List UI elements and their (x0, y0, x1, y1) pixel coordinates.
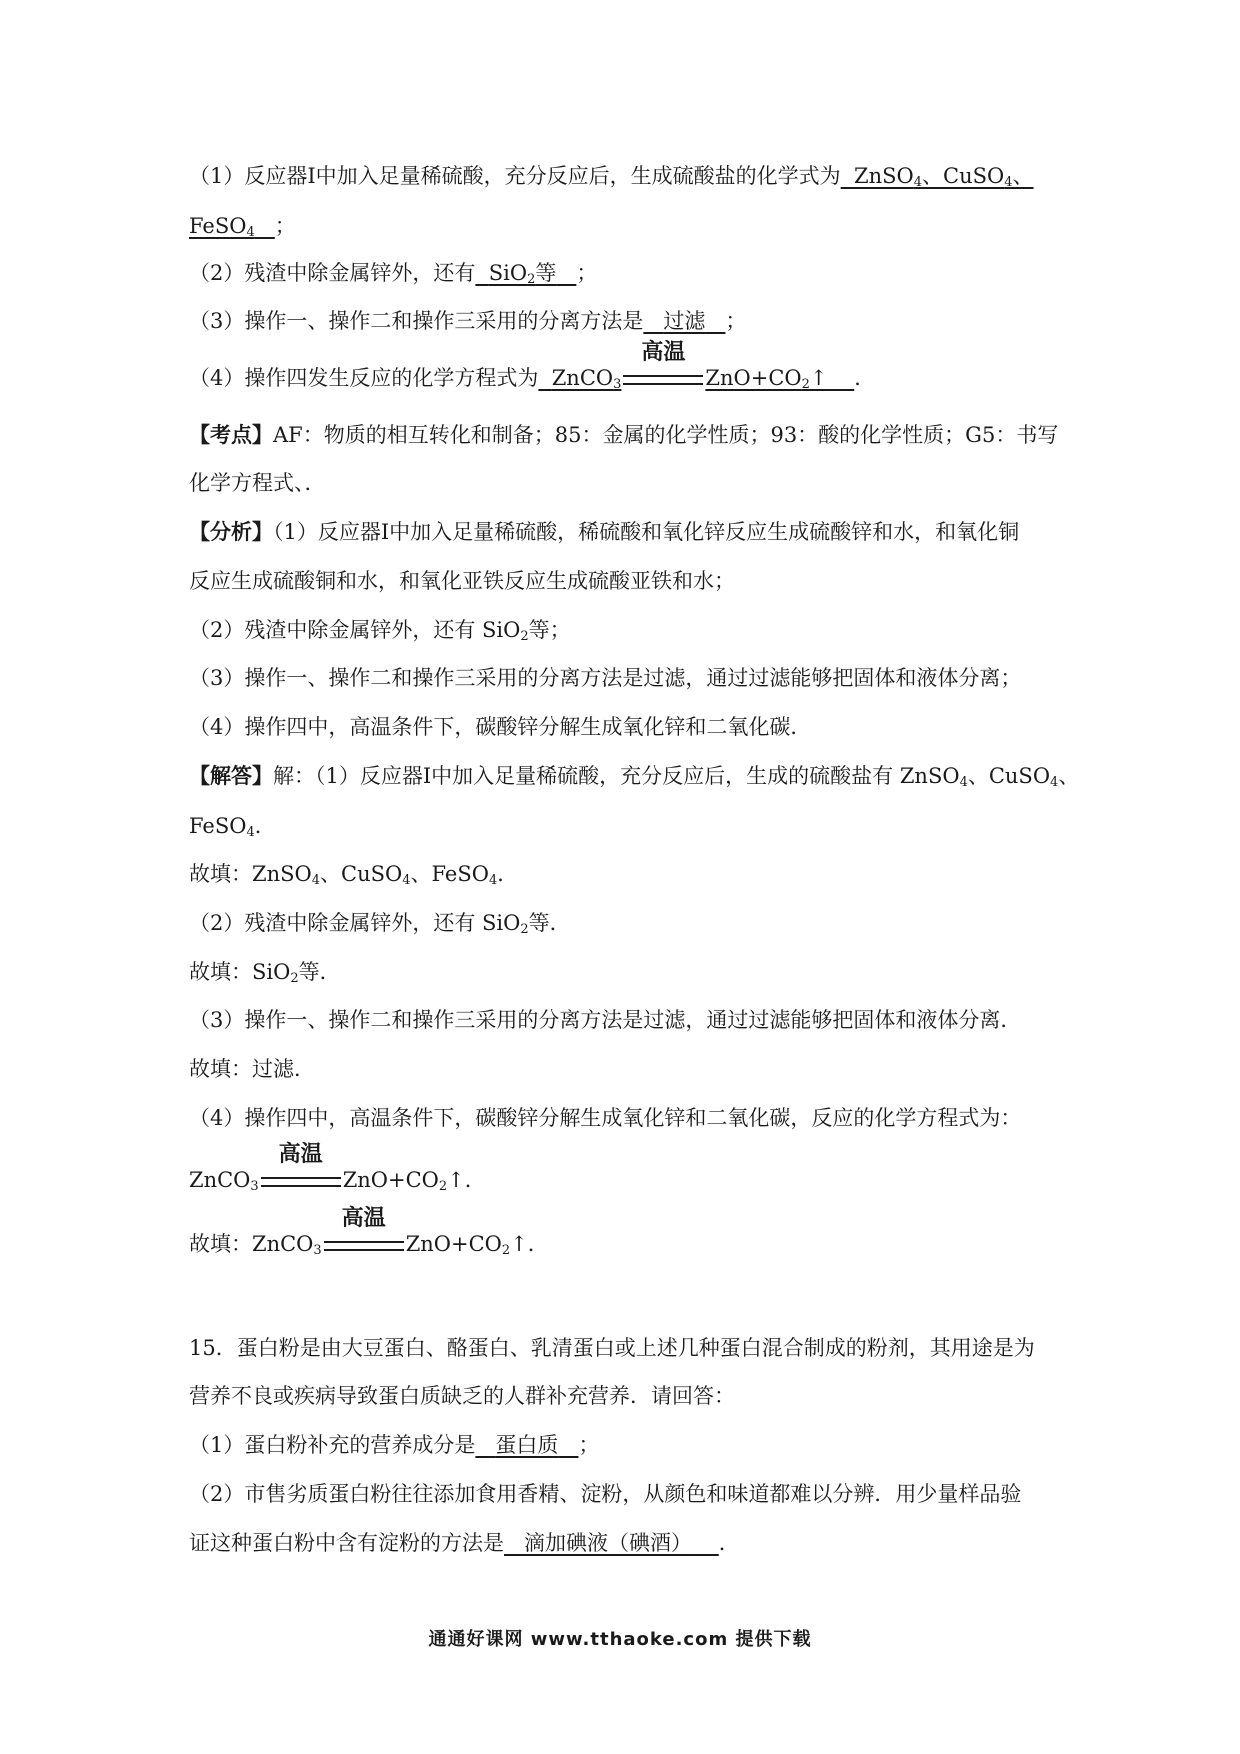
jieda-equation: ZnCO$_3$ 高温 $ZnO+CO_2↑$． (189, 1142, 486, 1194)
q14-sub3-answer: 过滤 (663, 309, 706, 333)
q15-sub2-answer: 滴加碘液（碘酒） (524, 1531, 693, 1555)
tian-line2: 故填：SiO$_2$等． (189, 960, 341, 986)
q14-sub1-line2: FeSO$_4$ ； (189, 214, 296, 240)
q15-sub2-line1: （2）市售劣质蛋白粉往往添加食用香精、淀粉，从颜色和味道都难以分辨．用少量样品验 (189, 1482, 1022, 1506)
q15-line2: 营养不良或疾病导致蛋白质缺乏的人群补充营养．请回答： (189, 1384, 735, 1408)
q14-sub4-answer: ZnCO$_3$ 高温 $ZnO+CO_2↑$ (551, 340, 828, 392)
jieda-line3: （2）残渣中除金属锌外，还有 SiO$_2$等． (189, 911, 571, 937)
q15-line1: 15．蛋白粉是由大豆蛋白、酪蛋白、乳清蛋白或上述几种蛋白混合制成的粉剂，其用途是为 (189, 1336, 1035, 1360)
q14-sub1-line (189, 162, 1069, 190)
fenxi-line1: 【分析】（1）反应器Ⅰ中加入足量稀硫酸，稀硫酸和氧化锌反应生成硫酸锌和水，和氧化铜 (189, 519, 1020, 544)
condition-equals: 高温 (259, 1166, 343, 1194)
jieda-line1: 【解答】解：（1）反应器Ⅰ中加入足量稀硫酸，充分反应后，生成的硫酸盐有 ZnSO$_4$、CuSO$_4$、 (189, 763, 1080, 790)
fenxi-line2: 反应生成硫酸铜和水，和氧化亚铁反应生成硫酸亚铁和水； (189, 569, 735, 593)
fenxi-line5: （4）操作四中，高温条件下，碳酸锌分解生成氧化锌和二氧化碳． (189, 715, 812, 739)
condition-equals: 高温 (322, 1230, 406, 1258)
jieda-line5: （4）操作四中，高温条件下，碳酸锌分解生成氧化锌和二氧化碳，反应的化学方程式为： (189, 1106, 1022, 1130)
jieda-line4: （3）操作一、操作二和操作三采用的分离方法是过滤，通过过滤能够把固体和液体分离． (189, 1008, 1022, 1032)
jieda-line2: FeSO$_4$． (189, 814, 276, 840)
condition-equals: 高温 (621, 364, 705, 392)
q14-sub3-line: （3）操作一、操作二和操作三采用的分离方法是 过滤 ； (189, 309, 747, 333)
tian-line3: 故填：过滤． (189, 1057, 315, 1081)
q15-sub2-line2: 证这种蛋白粉中含有淀粉的方法是 滴加碘液（碘酒） ． (189, 1531, 740, 1555)
q14-sub1-prefix: （1）反应器Ⅰ中加入足量稀硫酸，充分反应后，生成硫酸盐的化学式为 (189, 164, 841, 188)
tian-line1: 故填：ZnSO$_4$、CuSO$_4$、FeSO$_4$． (189, 862, 519, 888)
fenxi-line4: （3）操作一、操作二和操作三采用的分离方法是过滤，通过过滤能够把固体和液体分离； (189, 666, 1022, 690)
kaodian-line2: 化学方程式、． (189, 471, 326, 495)
q14-sub4-line: （4）操作四发生反应的化学方程式为 ZnCO$_3$ 高温 $ZnO+CO_2↑$ ． (189, 340, 876, 392)
tian-line4: 故填：ZnCO$_3$ 高温 $ZnO+CO_2↑$． (189, 1206, 549, 1258)
page-footer: 通通好课网 www.tthaoke.com 提供下载 (428, 1629, 812, 1650)
q14-sub1-answer: ZnSO$_4$、CuSO$_4$、 (854, 164, 1034, 190)
q14-sub2-line: （2）残渣中除金属锌外，还有 SiO$_2$等 ； (189, 261, 598, 287)
fenxi-line3: （2）残渣中除金属锌外，还有 SiO$_2$等； (189, 618, 571, 644)
kaodian-line1: 【考点】AF：物质的相互转化和制备；85：金属的化学性质；93：酸的化学性质；G5：书写 (189, 422, 1059, 447)
q14-sub2-answer: SiO$_2$等 (488, 261, 557, 287)
q15-sub1-line: （1）蛋白粉补充的营养成分是 蛋白质 ； (189, 1433, 600, 1457)
q14-sub1-answer-cont: FeSO$_4$ (189, 214, 255, 240)
q15-sub1-answer: 蛋白质 (495, 1433, 559, 1457)
